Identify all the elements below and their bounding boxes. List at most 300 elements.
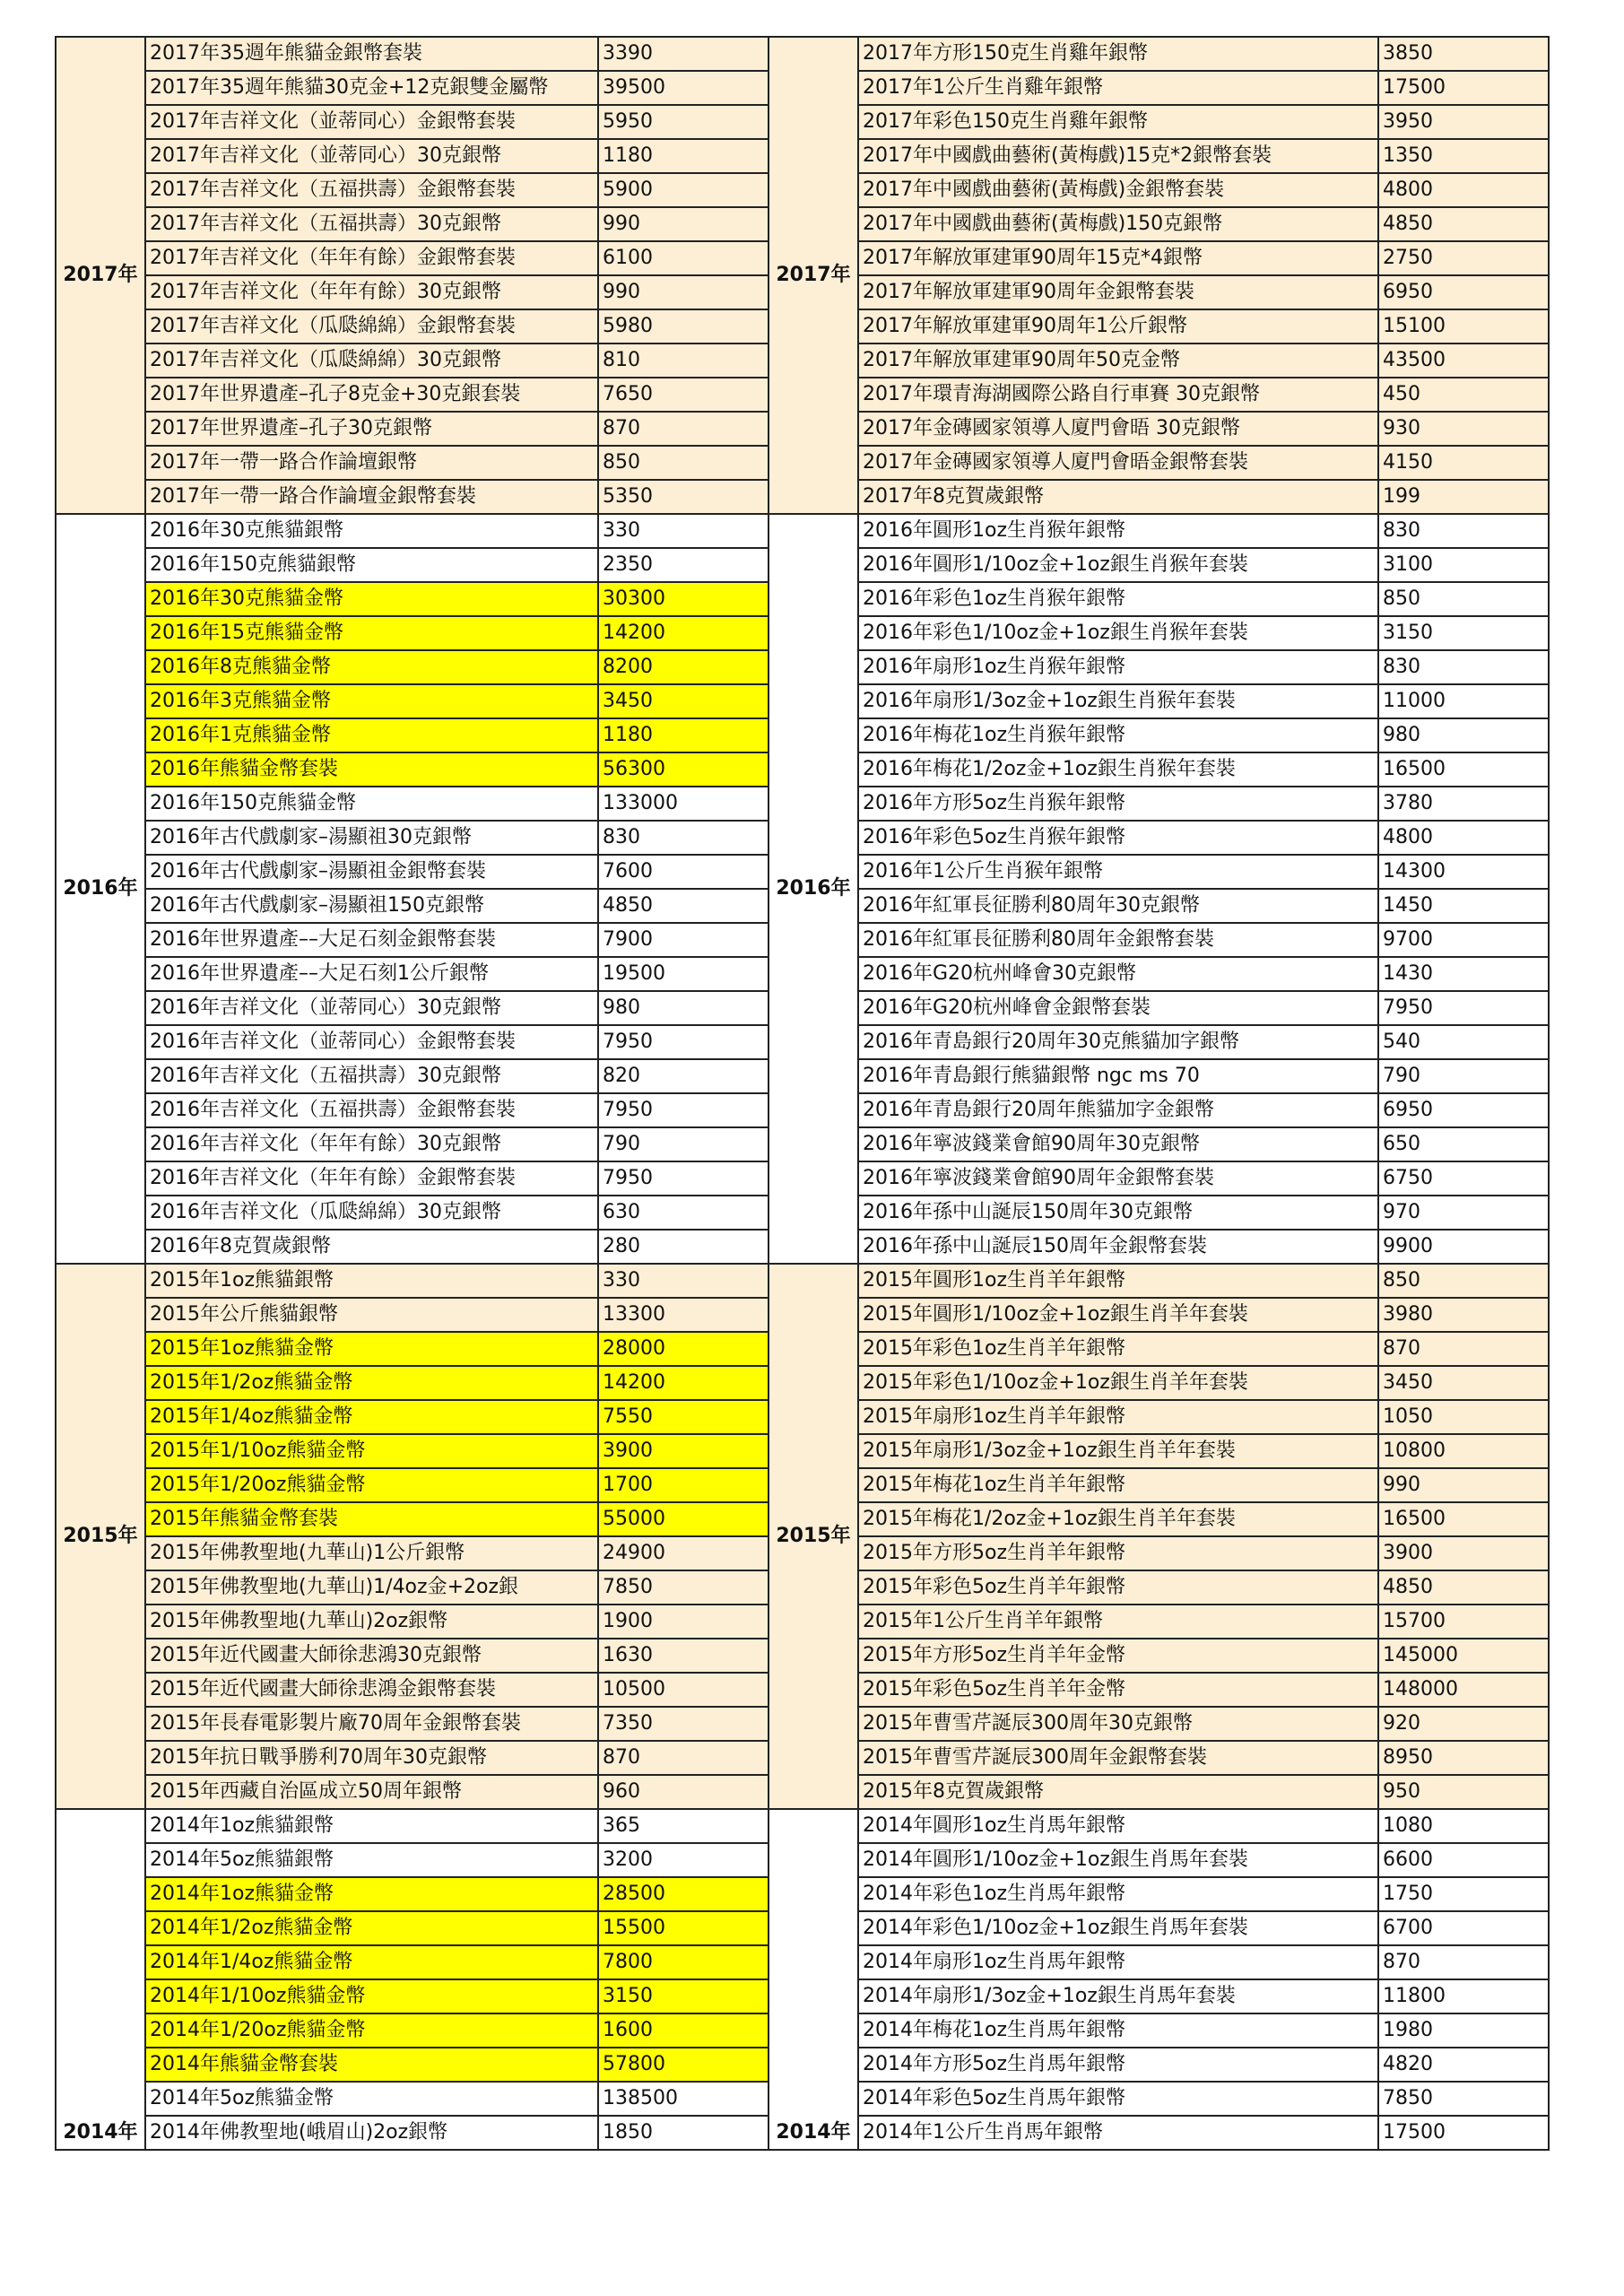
item-name-cell: 2017年中國戲曲藝術(黃梅戲)15克*2銀幣套裝 [858,139,1378,173]
price-cell: 24900 [598,1536,769,1570]
item-name-cell: 2017年金磚國家領導人廈門會晤金銀幣套裝 [858,446,1378,480]
price-cell: 990 [598,275,769,309]
item-name-cell: 2014年5oz熊貓銀幣 [145,1843,598,1877]
price-cell: 10500 [598,1673,769,1707]
price-cell: 970 [1378,1196,1549,1230]
table-row [769,1979,1549,2013]
item-name-cell: 2017年吉祥文化（五福拱壽）30克銀幣 [145,207,598,241]
table-row [769,139,1549,173]
table-row [56,344,769,378]
price-cell: 450 [1378,378,1549,412]
price-cell: 17500 [1378,71,1549,105]
table-row [769,71,1549,105]
table-row [769,752,1549,787]
table-row [56,1400,769,1434]
item-name-cell: 2016年G20杭州峰會30克銀幣 [858,957,1378,991]
table-row [56,1536,769,1570]
item-name-cell: 2017年解放軍建軍90周年50克金幣 [858,344,1378,378]
price-cell: 6950 [1378,275,1549,309]
item-name-cell: 2015年熊貓金幣套裝 [145,1502,598,1536]
item-name-cell: 2015年1/10oz熊貓金幣 [145,1434,598,1468]
price-cell: 7950 [598,1161,769,1196]
price-cell: 2350 [598,548,769,582]
item-name-cell: 2014年1/10oz熊貓金幣 [145,1979,598,2013]
price-cell: 1050 [1378,1400,1549,1434]
table-row [769,105,1549,139]
price-cell: 6100 [598,241,769,275]
table-row [56,889,769,923]
table-row [769,1673,1549,1707]
year-cell: 2016年 [769,514,858,1264]
price-cell: 330 [598,514,769,548]
item-name-cell: 2015年1/4oz熊貓金幣 [145,1400,598,1434]
price-cell: 7800 [598,1945,769,1979]
item-name-cell: 2015年彩色1/10oz金+1oz銀生肖羊年套裝 [858,1366,1378,1400]
price-cell: 43500 [1378,344,1549,378]
price-cell: 15500 [598,1911,769,1945]
item-name-cell: 2017年吉祥文化（瓜瓞綿綿）30克銀幣 [145,344,598,378]
price-cell: 830 [1378,514,1549,548]
item-name-cell: 2016年8克賀歲銀幣 [145,1230,598,1264]
item-name-cell: 2016年青島銀行20周年30克熊貓加字銀幣 [858,1025,1378,1059]
price-cell: 9700 [1378,923,1549,957]
item-name-cell: 2017年環青海湖國際公路自行車賽 30克銀幣 [858,378,1378,412]
item-name-cell: 2016年孫中山誕辰150周年金銀幣套裝 [858,1230,1378,1264]
item-name-cell: 2017年一帶一路合作論壇銀幣 [145,446,598,480]
table-row [56,71,769,105]
price-cell: 5900 [598,173,769,207]
table-row [769,616,1549,650]
price-cell: 990 [598,207,769,241]
price-cell: 7350 [598,1707,769,1741]
table-row [56,514,769,548]
price-cell: 830 [598,821,769,855]
item-name-cell: 2016年梅花1/2oz金+1oz銀生肖猴年套裝 [858,752,1378,787]
table-row [56,1911,769,1945]
price-cell: 15100 [1378,309,1549,344]
item-name-cell: 2015年梅花1oz生肖羊年銀幣 [858,1468,1378,1502]
item-name-cell: 2015年1/20oz熊貓金幣 [145,1468,598,1502]
item-name-cell: 2016年青島銀行20周年熊貓加字金銀幣 [858,1093,1378,1127]
item-name-cell: 2016年150克熊貓金幣 [145,787,598,821]
table-row [769,344,1549,378]
item-name-cell: 2014年1/20oz熊貓金幣 [145,2013,598,2048]
table-row [769,1605,1549,1639]
table-row [769,1230,1549,1264]
price-cell: 7950 [598,1093,769,1127]
price-cell: 3950 [1378,105,1549,139]
item-name-cell: 2017年8克賀歲銀幣 [858,480,1378,514]
table-row [56,2048,769,2082]
price-cell: 1900 [598,1605,769,1639]
item-name-cell: 2016年吉祥文化（並蒂同心）30克銀幣 [145,991,598,1025]
table-row [769,480,1549,514]
item-name-cell: 2015年佛教聖地(九華山)1公斤銀幣 [145,1536,598,1570]
table-row [769,1127,1549,1161]
table-row [769,207,1549,241]
price-cell: 7950 [598,1025,769,1059]
table-row [56,1366,769,1400]
table-row [56,1809,769,1843]
item-name-cell: 2016年世界遺產––大足石刻金銀幣套裝 [145,923,598,957]
table-row [56,1468,769,1502]
price-cell: 7550 [598,1400,769,1434]
item-name-cell: 2017年方形150克生肖雞年銀幣 [858,37,1378,71]
price-cell: 540 [1378,1025,1549,1059]
table-row [769,2116,1549,2150]
item-name-cell: 2016年彩色1/10oz金+1oz銀生肖猴年套裝 [858,616,1378,650]
table-row [769,241,1549,275]
item-name-cell: 2016年1公斤生肖猴年銀幣 [858,855,1378,889]
price-cell: 990 [1378,1468,1549,1502]
item-name-cell: 2015年扇形1oz生肖羊年銀幣 [858,1400,1378,1434]
table-row [56,173,769,207]
item-name-cell: 2016年吉祥文化（瓜瓞綿綿）30克銀幣 [145,1196,598,1230]
table-row [56,1605,769,1639]
price-cell: 1700 [598,1468,769,1502]
item-name-cell: 2014年梅花1oz生肖馬年銀幣 [858,2013,1378,2048]
item-name-cell: 2016年彩色1oz生肖猴年銀幣 [858,582,1378,616]
table-row [56,1639,769,1673]
price-cell: 3450 [1378,1366,1549,1400]
table-row [56,2082,769,2116]
price-cell: 13300 [598,1298,769,1332]
table-row [56,1673,769,1707]
price-cell: 790 [598,1127,769,1161]
item-name-cell: 2015年彩色5oz生肖羊年銀幣 [858,1570,1378,1605]
table-row [56,480,769,514]
table-row [56,855,769,889]
item-name-cell: 2017年中國戲曲藝術(黃梅戲)150克銀幣 [858,207,1378,241]
price-cell: 39500 [598,71,769,105]
item-name-cell: 2016年圓形1oz生肖猴年銀幣 [858,514,1378,548]
item-name-cell: 2017年世界遺產–孔子30克銀幣 [145,412,598,446]
item-name-cell: 2017年解放軍建軍90周年15克*4銀幣 [858,241,1378,275]
table-row [769,1332,1549,1366]
price-cell: 7950 [1378,991,1549,1025]
table-row [769,1400,1549,1434]
table-row [56,1434,769,1468]
item-name-cell: 2016年紅軍長征勝利80周年30克銀幣 [858,889,1378,923]
price-cell: 14300 [1378,855,1549,889]
item-name-cell: 2014年彩色1/10oz金+1oz銀生肖馬年套裝 [858,1911,1378,1945]
price-cell: 14200 [598,1366,769,1400]
price-cell: 3390 [598,37,769,71]
table-row [56,309,769,344]
item-name-cell: 2016年吉祥文化（五福拱壽）金銀幣套裝 [145,1093,598,1127]
price-cell: 6750 [1378,1161,1549,1196]
item-name-cell: 2017年一帶一路合作論壇金銀幣套裝 [145,480,598,514]
price-cell: 3200 [598,1843,769,1877]
price-cell: 870 [1378,1332,1549,1366]
price-cell: 9900 [1378,1230,1549,1264]
price-cell: 630 [598,1196,769,1230]
price-cell: 145000 [1378,1639,1549,1673]
table-row [769,378,1549,412]
item-name-cell: 2017年中國戲曲藝術(黃梅戲)金銀幣套裝 [858,173,1378,207]
table-row [56,718,769,752]
price-cell: 850 [598,446,769,480]
right-table [768,36,1550,2151]
table-row [769,1434,1549,1468]
table-row [56,275,769,309]
price-cell: 57800 [598,2048,769,2082]
item-name-cell: 2014年1oz熊貓金幣 [145,1877,598,1911]
price-cell: 4800 [1378,173,1549,207]
table-row [56,1264,769,1298]
price-cell: 6600 [1378,1843,1549,1877]
price-cell: 6700 [1378,1911,1549,1945]
price-cell: 1750 [1378,1877,1549,1911]
price-cell: 11000 [1378,684,1549,718]
item-name-cell: 2016年圓形1/10oz金+1oz銀生肖猴年套裝 [858,548,1378,582]
table-row [769,991,1549,1025]
item-name-cell: 2015年曹雪芹誕辰300周年30克銀幣 [858,1707,1378,1741]
table-row [769,1809,1549,1843]
price-cell: 5980 [598,309,769,344]
table-row [56,1570,769,1605]
price-cell: 4850 [598,889,769,923]
table-row [769,1741,1549,1775]
price-cell: 4800 [1378,821,1549,855]
table-row [56,1025,769,1059]
table-row [56,1877,769,1911]
item-name-cell: 2014年彩色1oz生肖馬年銀幣 [858,1877,1378,1911]
year-cell: 2017年 [56,37,145,514]
price-cell: 830 [1378,650,1549,684]
item-name-cell: 2017年吉祥文化（年年有餘）金銀幣套裝 [145,241,598,275]
price-cell: 365 [598,1809,769,1843]
item-name-cell: 2014年圓形1oz生肖馬年銀幣 [858,1809,1378,1843]
table-row [769,650,1549,684]
left-table [55,36,769,2151]
price-cell: 3100 [1378,548,1549,582]
table-row [769,1093,1549,1127]
table-row [56,821,769,855]
table-row [56,548,769,582]
item-name-cell: 2015年方形5oz生肖羊年金幣 [858,1639,1378,1673]
item-name-cell: 2016年150克熊貓銀幣 [145,548,598,582]
table-row [769,309,1549,344]
price-cell: 15700 [1378,1605,1549,1639]
table-row [56,2116,769,2150]
table-row [769,2048,1549,2082]
price-cell: 1980 [1378,2013,1549,2048]
item-name-cell: 2016年古代戲劇家–湯顯祖150克銀幣 [145,889,598,923]
table-row [769,1025,1549,1059]
table-row [56,582,769,616]
item-name-cell: 2015年圓形1/10oz金+1oz銀生肖羊年套裝 [858,1298,1378,1332]
year-cell: 2014年 [769,1809,858,2150]
year-cell: 2015年 [769,1264,858,1809]
item-name-cell: 2015年曹雪芹誕辰300周年金銀幣套裝 [858,1741,1378,1775]
price-cell: 850 [1378,582,1549,616]
price-cell: 650 [1378,1127,1549,1161]
table-row [769,1877,1549,1911]
price-cell: 1450 [1378,889,1549,923]
table-row [769,684,1549,718]
price-cell: 7650 [598,378,769,412]
table-row [56,412,769,446]
item-name-cell: 2015年近代國畫大師徐悲鴻30克銀幣 [145,1639,598,1673]
item-name-cell: 2015年抗日戰爭勝利70周年30克銀幣 [145,1741,598,1775]
price-cell: 5350 [598,480,769,514]
table-row [769,1843,1549,1877]
item-name-cell: 2016年彩色5oz生肖猴年銀幣 [858,821,1378,855]
price-cell: 16500 [1378,752,1549,787]
price-cell: 1850 [598,2116,769,2150]
item-name-cell: 2015年佛教聖地(九華山)1/4oz金+2oz銀 [145,1570,598,1605]
item-name-cell: 2016年紅軍長征勝利80周年金銀幣套裝 [858,923,1378,957]
year-cell: 2017年 [769,37,858,514]
table-row [769,2082,1549,2116]
item-name-cell: 2016年世界遺產––大足石刻1公斤銀幣 [145,957,598,991]
price-cell: 850 [1378,1264,1549,1298]
price-cell: 960 [598,1775,769,1809]
item-name-cell: 2014年扇形1oz生肖馬年銀幣 [858,1945,1378,1979]
left-price-table [55,36,769,2151]
item-name-cell: 2017年解放軍建軍90周年金銀幣套裝 [858,275,1378,309]
table-row [56,2013,769,2048]
table-row [769,821,1549,855]
table-row [56,1230,769,1264]
table-row [56,1843,769,1877]
price-cell: 55000 [598,1502,769,1536]
table-row [769,173,1549,207]
item-name-cell: 2016年15克熊貓金幣 [145,616,598,650]
item-name-cell: 2015年梅花1/2oz金+1oz銀生肖羊年套裝 [858,1502,1378,1536]
table-row [769,412,1549,446]
price-cell: 5950 [598,105,769,139]
item-name-cell: 2015年1oz熊貓銀幣 [145,1264,598,1298]
item-name-cell: 2016年孫中山誕辰150周年30克銀幣 [858,1196,1378,1230]
item-name-cell: 2016年1克熊貓金幣 [145,718,598,752]
table-row [56,241,769,275]
item-name-cell: 2015年1/2oz熊貓金幣 [145,1366,598,1400]
price-cell: 870 [598,412,769,446]
item-name-cell: 2015年1公斤生肖羊年銀幣 [858,1605,1378,1639]
price-cell: 280 [598,1230,769,1264]
price-cell: 11800 [1378,1979,1549,2013]
price-cell: 4150 [1378,446,1549,480]
item-name-cell: 2016年30克熊貓銀幣 [145,514,598,548]
table-row [769,1775,1549,1809]
price-cell: 3900 [598,1434,769,1468]
item-name-cell: 2016年寧波錢業會館90周年30克銀幣 [858,1127,1378,1161]
table-row [769,1536,1549,1570]
table-row [56,207,769,241]
price-cell: 199 [1378,480,1549,514]
item-name-cell: 2016年扇形1oz生肖猴年銀幣 [858,650,1378,684]
price-cell: 980 [1378,718,1549,752]
item-name-cell: 2017年彩色150克生肖雞年銀幣 [858,105,1378,139]
item-name-cell: 2016年扇形1/3oz金+1oz銀生肖猴年套裝 [858,684,1378,718]
table-row [769,787,1549,821]
price-cell: 4850 [1378,1570,1549,1605]
item-name-cell: 2017年世界遺產–孔子8克金+30克銀套裝 [145,378,598,412]
table-row [56,991,769,1025]
item-name-cell: 2014年1oz熊貓銀幣 [145,1809,598,1843]
price-cell: 1430 [1378,957,1549,991]
item-name-cell: 2014年1/2oz熊貓金幣 [145,1911,598,1945]
table-row [769,855,1549,889]
item-name-cell: 2014年佛教聖地(峨眉山)2oz銀幣 [145,2116,598,2150]
price-cell: 14200 [598,616,769,650]
table-row [56,787,769,821]
item-name-cell: 2015年8克賀歲銀幣 [858,1775,1378,1809]
table-row [769,1639,1549,1673]
table-row [56,1741,769,1775]
item-name-cell: 2015年方形5oz生肖羊年銀幣 [858,1536,1378,1570]
price-cell: 1630 [598,1639,769,1673]
table-row [769,1366,1549,1400]
table-row [56,650,769,684]
table-row [56,1161,769,1196]
item-name-cell: 2015年近代國畫大師徐悲鴻金銀幣套裝 [145,1673,598,1707]
table-row [56,1093,769,1127]
item-name-cell: 2016年古代戲劇家–湯顯祖金銀幣套裝 [145,855,598,889]
item-name-cell: 2014年5oz熊貓金幣 [145,2082,598,2116]
price-cell: 950 [1378,1775,1549,1809]
price-cell: 3900 [1378,1536,1549,1570]
table-row [769,1161,1549,1196]
item-name-cell: 2017年吉祥文化（瓜瓞綿綿）金銀幣套裝 [145,309,598,344]
price-cell: 810 [598,344,769,378]
item-name-cell: 2017年35週年熊貓30克金+12克銀雙金屬幣 [145,71,598,105]
table-row [769,1707,1549,1741]
price-cell: 1180 [598,718,769,752]
item-name-cell: 2015年彩色1oz生肖羊年銀幣 [858,1332,1378,1366]
price-cell: 7900 [598,923,769,957]
price-cell: 17500 [1378,2116,1549,2150]
item-name-cell: 2014年扇形1/3oz金+1oz銀生肖馬年套裝 [858,1979,1378,2013]
table-row [769,548,1549,582]
item-name-cell: 2017年吉祥文化（五福拱壽）金銀幣套裝 [145,173,598,207]
price-cell: 980 [598,991,769,1025]
price-cell: 6950 [1378,1093,1549,1127]
table-row [56,105,769,139]
item-name-cell: 2014年彩色5oz生肖馬年銀幣 [858,2082,1378,2116]
price-cell: 2750 [1378,241,1549,275]
item-name-cell: 2016年方形5oz生肖猴年銀幣 [858,787,1378,821]
item-name-cell: 2016年吉祥文化（五福拱壽）30克銀幣 [145,1059,598,1093]
item-name-cell: 2015年圓形1oz生肖羊年銀幣 [858,1264,1378,1298]
table-row [56,1979,769,2013]
item-name-cell: 2015年西藏自治區成立50周年銀幣 [145,1775,598,1809]
table-row [56,1298,769,1332]
price-cell: 3150 [598,1979,769,2013]
price-cell: 28500 [598,1877,769,1911]
price-cell: 790 [1378,1059,1549,1093]
item-name-cell: 2015年彩色5oz生肖羊年金幣 [858,1673,1378,1707]
table-row [56,1775,769,1809]
table-row [769,514,1549,548]
item-name-cell: 2016年G20杭州峰會金銀幣套裝 [858,991,1378,1025]
price-cell: 4850 [1378,207,1549,241]
item-name-cell: 2017年金磚國家領導人廈門會晤 30克銀幣 [858,412,1378,446]
price-cell: 330 [598,1264,769,1298]
item-name-cell: 2017年解放軍建軍90周年1公斤銀幣 [858,309,1378,344]
item-name-cell: 2014年1公斤生肖馬年銀幣 [858,2116,1378,2150]
price-cell: 138500 [598,2082,769,2116]
item-name-cell: 2016年梅花1oz生肖猴年銀幣 [858,718,1378,752]
item-name-cell: 2017年吉祥文化（年年有餘）30克銀幣 [145,275,598,309]
price-cell: 28000 [598,1332,769,1366]
item-name-cell: 2015年長春電影製片廠70周年金銀幣套裝 [145,1707,598,1741]
item-name-cell: 2015年佛教聖地(九華山)2oz銀幣 [145,1605,598,1639]
price-cell: 7600 [598,855,769,889]
item-name-cell: 2016年吉祥文化（並蒂同心）金銀幣套裝 [145,1025,598,1059]
